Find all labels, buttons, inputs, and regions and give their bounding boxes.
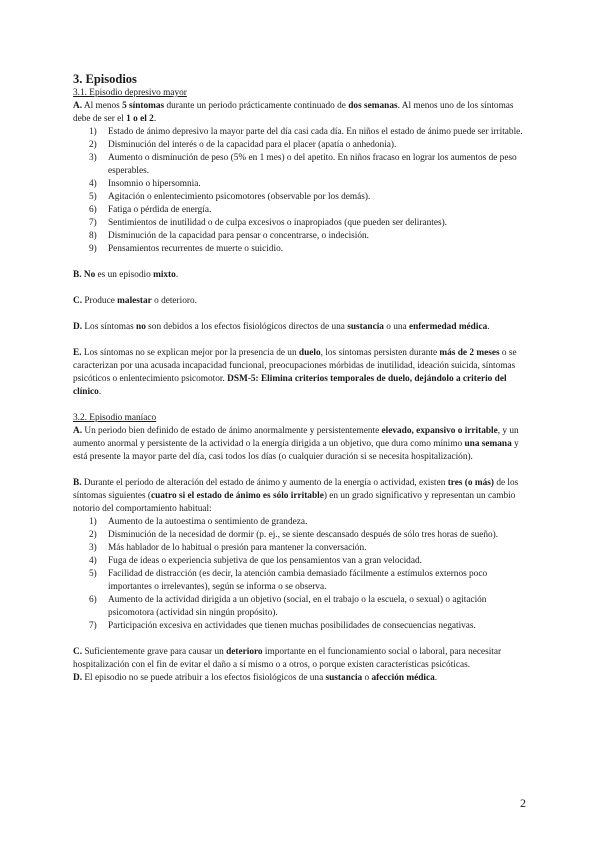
criterion-b-depresivo: B. No es un episodio mixto. — [73, 270, 179, 280]
list-item: 2) Disminución del interés o de la capacidad para el placer (apatía o anhedonia). — [89, 140, 397, 150]
list-item: 7) Participación excesiva en actividades que tienen muchas posibilidades de consecuencias negativas. — [89, 621, 476, 631]
list-item: 8) Disminución de la capacidad para pensar o concentrarse, o indecisión. — [89, 231, 369, 241]
criterion-a-depresivo: A. Al menos 5 síntomas durante un periodo prácticamente continuado de dos semanas. Al menos uno de los síntomas debe de ser el 1 o el 2. — [73, 101, 514, 124]
list-item: 3) Aumento o disminución de peso (5% en 1 mes) o del apetito. En niños fracaso en lograr los aumentos de peso esperables. — [89, 153, 517, 176]
document-page — [73, 72, 526, 685]
symptom-list-maniaco — [73, 516, 526, 633]
criterion-e-depresivo: E. Los síntomas no se explican mejor por la presencia de un duelo, los síntomas persisten durante más de 2 meses o se caracterizan por una acusada incapacidad funcional, preocupaciones mórbidas de inutilidad, ideación suicida, síntomas psicóticos o enlentecimiento psicomotor. DSM-5: Elimina criterios temporales de duelo, dejándolo a criterio del clínico. — [73, 348, 517, 397]
list-item: 2) Disminución de la necesidad de dormir (p. ej., se siente descansado después de sólo tres horas de sueño). — [89, 530, 499, 540]
list-item: 6) Fatiga o pérdida de energía. — [89, 205, 212, 215]
list-item: 3) Más hablador de lo habitual o presión para mantener la conversación. — [89, 543, 367, 553]
criterion-c-maniaco: C. Suficientemente grave para causar un deterioro importante en el funcionamiento social o laboral, para necesitar hospitalización con el fin de evitar el daño a sí mismo o a otros, o porque existen características psicóticas. — [73, 647, 502, 670]
criterion-c-depresivo: C. Produce malestar o deterioro. — [73, 296, 197, 306]
list-item: 5) Facilidad de distracción (es decir, la atención cambia demasiado fácilmente a estímulos externos poco importantes o irrelevantes), según se informa o se observa. — [89, 569, 488, 592]
list-item: 4) Insomnio o hipersomnia. — [89, 179, 201, 189]
criterion-d-depresivo: D. Los síntomas no son debidos a los efectos fisiológicos directos de una sustancia o una enfermedad médica. — [73, 322, 490, 332]
page-number: 2 — [520, 796, 526, 810]
list-item: 9) Pensamientos recurrentes de muerte o suicidio. — [89, 244, 284, 254]
list-item: 4) Fuga de ideas o experiencia subjetiva de que los pensamientos van a gran velocidad. — [89, 556, 422, 566]
criterion-b-maniaco: B. Durante el período de alteración del estado de ánimo y aumento de la energía o actividad, existen tres (o más) de los síntomas siguientes (cuatro si el estado de ánimo es sólo irritable) en un grado significativo y representan un cambio notorio del comportamiento habitual: — [73, 478, 519, 514]
criterion-a-maniaco: A. Un periodo bien definido de estado de ánimo anormalmente y persistentemente elevado, expansivo o irritable, y un aumento anormal y persistente de la actividad o la energía dirigida a un objetivo, que dura como mínimo una semana y está presente la mayor parte del día, casi todos los días (o cualquier duración si se necesita hospitalización). — [73, 426, 519, 462]
list-item: 1) Aumento de la autoestima o sentimiento de grandeza. — [89, 517, 308, 527]
criterion-d-maniaco: D. El episodio no se puede atribuir a los efectos fisiológicos de una sustancia o afección médica. — [73, 673, 438, 683]
list-item: 7) Sentimientos de inutilidad o de culpa excesivos o inapropiados (que pueden ser delirantes). — [89, 218, 447, 228]
section-heading: 3. Episodios — [73, 72, 137, 86]
list-item: 6) Aumento de la actividad dirigida a un objetivo (social, en el trabajo o la escuela, o sexual) o agitación psicomotora (actividad sin ningún propósito). — [89, 595, 487, 618]
symptom-list-depresivo — [73, 126, 526, 256]
list-item: 5) Agitación o enlentecimiento psicomotores (observable por los demás). — [89, 192, 371, 202]
subsection-title-maniaco: 3.2. Episodio maníaco — [73, 413, 157, 423]
subsection-title-depresivo: 3.1. Episodio depresivo mayor — [73, 88, 187, 98]
list-item: 1) Estado de ánimo depresivo la mayor parte del día casi cada día. En niños el estado de ánimo puede ser irritable. — [89, 127, 523, 137]
